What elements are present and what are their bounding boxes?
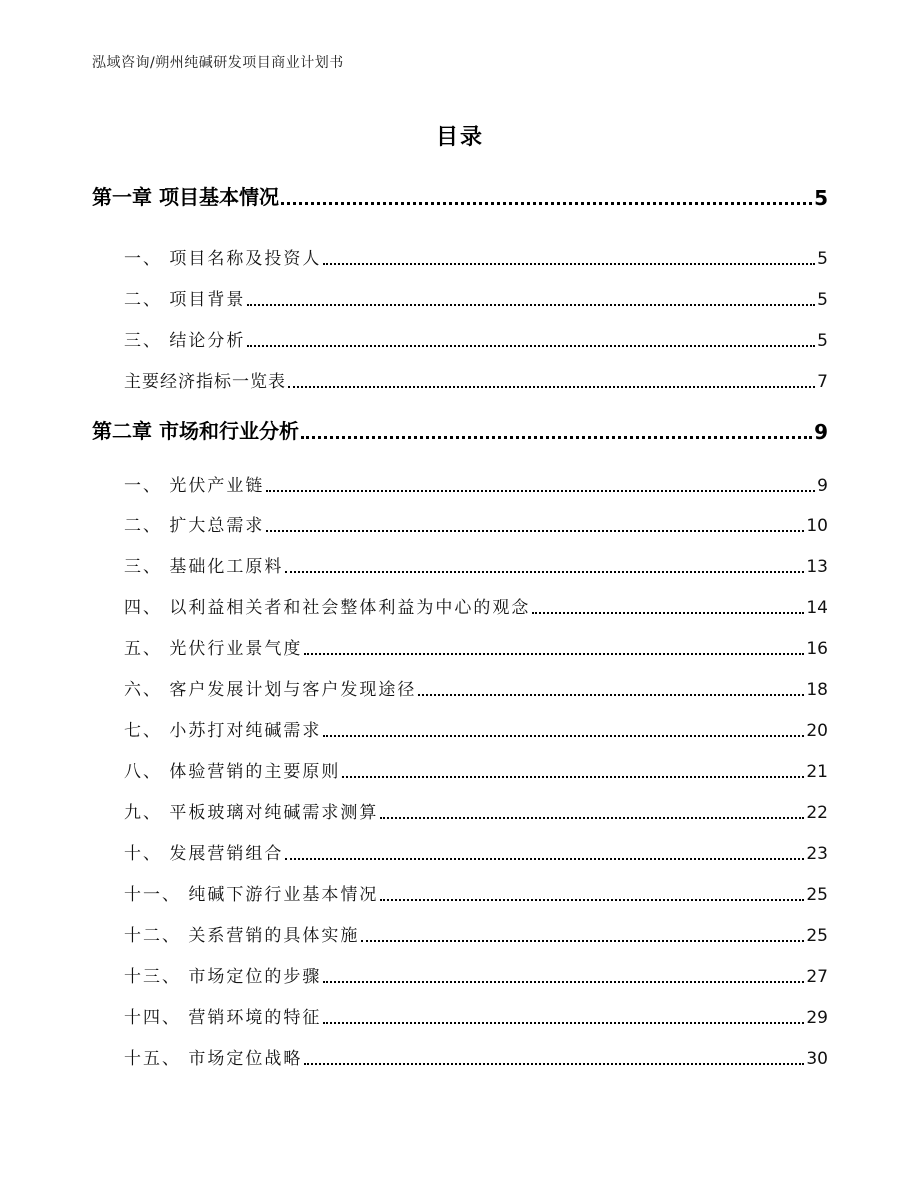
- toc-entry-label: 第一章 项目基本情况: [92, 185, 279, 209]
- toc-entry-page: 20: [806, 721, 828, 741]
- toc-entry-label: 五、 光伏行业景气度: [124, 639, 303, 659]
- toc-section[interactable]: [92, 965, 828, 987]
- toc-entry-label: 第二章 市场和行业分析: [92, 419, 299, 443]
- dot-leader: [304, 652, 804, 655]
- toc-section[interactable]: [92, 596, 828, 618]
- toc-entry-page: 14: [806, 598, 828, 618]
- toc-entry-label: 七、 小苏打对纯碱需求: [124, 721, 322, 741]
- toc-section[interactable]: [92, 842, 828, 864]
- toc-entry-label: 三、 结论分析: [124, 331, 246, 351]
- toc-section[interactable]: [92, 637, 828, 659]
- toc-entry-page: 21: [806, 762, 828, 782]
- toc-entry-label: 十、 发展营销组合: [124, 844, 284, 864]
- toc-entry-label: 一、 光伏产业链: [124, 476, 265, 496]
- toc-entry-page: 5: [817, 290, 828, 310]
- dot-leader: [288, 385, 815, 388]
- toc-entry-label: 三、 基础化工原料: [124, 557, 284, 577]
- toc-section[interactable]: [92, 474, 828, 496]
- toc-entry-label: 九、 平板玻璃对纯碱需求测算: [124, 803, 379, 823]
- dot-leader: [380, 898, 804, 901]
- toc-entry-page: 10: [806, 516, 828, 536]
- toc-entry-page: 27: [806, 967, 828, 987]
- toc-entry-page: 23: [806, 844, 828, 864]
- document-header: 泓域咨询/朔州纯碱研发项目商业计划书: [92, 55, 344, 71]
- toc-entry-page: 18: [806, 680, 828, 700]
- toc-entry-page: 30: [806, 1049, 828, 1069]
- toc-section[interactable]: [92, 719, 828, 741]
- toc-entry-page: 13: [806, 557, 828, 577]
- toc-section[interactable]: [92, 247, 828, 269]
- toc-section[interactable]: [92, 555, 828, 577]
- dot-leader: [285, 857, 804, 860]
- dot-leader: [301, 435, 812, 439]
- toc-entry-page: 25: [806, 885, 828, 905]
- toc-chapter[interactable]: [92, 184, 828, 210]
- dot-leader: [323, 980, 804, 983]
- dot-leader: [266, 489, 815, 492]
- toc-entry-page: 29: [806, 1008, 828, 1028]
- dot-leader: [418, 693, 804, 696]
- toc-section[interactable]: [92, 801, 828, 823]
- toc-section[interactable]: [92, 514, 828, 536]
- toc-section[interactable]: [92, 1006, 828, 1028]
- dot-leader: [323, 1021, 804, 1024]
- toc-entry-page: 5: [814, 186, 828, 210]
- toc-section[interactable]: [92, 924, 828, 946]
- toc-section[interactable]: [92, 760, 828, 782]
- toc-entry-label: 二、 项目背景: [124, 290, 246, 310]
- toc-section[interactable]: [92, 883, 828, 905]
- toc-entry-label: 四、 以利益相关者和社会整体利益为中心的观念: [124, 598, 531, 618]
- toc-entry-label: 十三、 市场定位的步骤: [124, 967, 322, 987]
- dot-leader: [247, 344, 815, 347]
- toc-entry-page: 9: [814, 420, 828, 444]
- toc-chapter[interactable]: [92, 418, 828, 444]
- toc-section[interactable]: [92, 370, 828, 392]
- dot-leader: [281, 201, 812, 205]
- toc-entry-label: 十五、 市场定位战略: [124, 1049, 303, 1069]
- toc-entry-page: 9: [817, 476, 828, 496]
- toc-entry-page: 25: [806, 926, 828, 946]
- dot-leader: [361, 939, 804, 942]
- toc-entry-label: 二、 扩大总需求: [124, 516, 265, 536]
- dot-leader: [285, 570, 804, 573]
- dot-leader: [247, 303, 815, 306]
- dot-leader: [323, 734, 804, 737]
- dot-leader: [304, 1062, 804, 1065]
- toc-entry-label: 主要经济指标一览表: [124, 372, 286, 392]
- toc-entry-label: 十四、 营销环境的特征: [124, 1008, 322, 1028]
- toc-title: 目录: [435, 125, 484, 150]
- dot-leader: [323, 262, 815, 265]
- toc-entry-page: 5: [817, 331, 828, 351]
- dot-leader: [532, 611, 804, 614]
- dot-leader: [266, 529, 804, 532]
- toc-entry-page: 5: [817, 249, 828, 269]
- toc-section[interactable]: [92, 329, 828, 351]
- toc-section[interactable]: [92, 288, 828, 310]
- toc-entry-label: 八、 体验营销的主要原则: [124, 762, 341, 782]
- toc-entry-page: 22: [806, 803, 828, 823]
- toc-section[interactable]: [92, 1047, 828, 1069]
- toc-entry-label: 六、 客户发展计划与客户发现途径: [124, 680, 417, 700]
- toc-entry-label: 十二、 关系营销的具体实施: [124, 926, 360, 946]
- dot-leader: [342, 775, 804, 778]
- toc-entry-page: 7: [817, 372, 828, 392]
- toc-entry-label: 一、 项目名称及投资人: [124, 249, 322, 269]
- dot-leader: [380, 816, 804, 819]
- toc-entry-label: 十一、 纯碱下游行业基本情况: [124, 885, 379, 905]
- toc-section[interactable]: [92, 678, 828, 700]
- toc-entry-page: 16: [806, 639, 828, 659]
